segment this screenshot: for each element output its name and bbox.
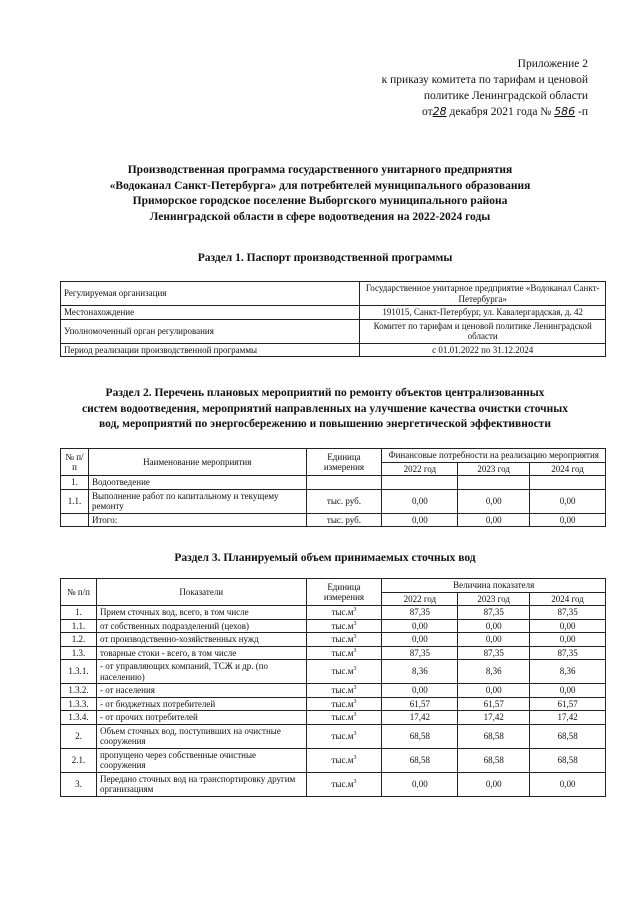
- row-no: 1.3.2.: [61, 684, 97, 698]
- table-row: [61, 711, 606, 725]
- date-day: 28: [432, 105, 447, 118]
- col-2023: 2023 год: [458, 592, 530, 606]
- col-2022: 2022 год: [382, 462, 458, 476]
- table-row: [61, 633, 606, 647]
- col-no: № п/п: [61, 449, 89, 476]
- title-line: Ленинградской области в сфере водоотведения на 2022-2024 годы: [149, 210, 491, 223]
- unit-exp: 3: [353, 620, 357, 627]
- row-name: - от прочих потребителей: [96, 711, 306, 725]
- heading-line: вод, мероприятий по энергосбережению и повышению энергетической эффективности: [99, 418, 551, 430]
- col-name: Показатели: [96, 579, 306, 606]
- passport-label: Период реализации производственной программы: [61, 343, 360, 357]
- row-2023: 87,35: [458, 606, 530, 620]
- row-2024: 17,42: [530, 711, 606, 725]
- row-name: Объем сточных вод, поступивших на очистные сооружения: [96, 724, 306, 748]
- col-2022: 2022 год: [382, 592, 458, 606]
- unit-exp: 3: [353, 634, 357, 640]
- table-row: [61, 606, 606, 620]
- appendix-block: [328, 56, 588, 120]
- row-2024: 0,00: [530, 772, 606, 796]
- row-2024: 0,00: [530, 684, 606, 698]
- table-row: [61, 619, 606, 633]
- appendix-line: Приложение 2: [517, 58, 588, 70]
- table-row: [61, 282, 606, 306]
- row-2023: 0,00: [458, 772, 530, 796]
- row-name: Выполнение работ по капитальному и текущему ремонту: [88, 489, 306, 513]
- row-name: Передано сточных вод на транспортировку другим организациям: [96, 772, 306, 796]
- measures-table: [60, 448, 606, 527]
- unit-exp: 3: [353, 712, 357, 718]
- table-row: [61, 343, 606, 357]
- table-row: [61, 513, 606, 527]
- row-unit: [306, 619, 382, 633]
- passport-label: Регулируемая организация: [61, 282, 360, 306]
- unit-base: тыс.м: [331, 754, 354, 765]
- row-unit: [306, 772, 382, 796]
- row-2023: 0,00: [458, 619, 530, 633]
- row-2022: 61,57: [382, 697, 458, 711]
- row-2024: 0,00: [530, 633, 606, 647]
- passport-label: Местонахождение: [61, 306, 360, 320]
- row-unit: [306, 476, 382, 490]
- appendix-date-line: [328, 104, 588, 120]
- appendix-line: политике Ленинградской области: [423, 90, 588, 102]
- row-2023: 87,35: [458, 646, 530, 660]
- row-2022: 17,42: [382, 711, 458, 725]
- row-2023: 68,58: [458, 724, 530, 748]
- row-2023: 0,00: [458, 513, 530, 527]
- row-name: Итого:: [88, 513, 306, 527]
- row-no: 1.3.: [61, 646, 97, 660]
- table-row: [61, 697, 606, 711]
- row-2022: 8,36: [382, 660, 458, 684]
- row-unit: [306, 724, 382, 748]
- row-2022: 0,00: [382, 489, 458, 513]
- unit-base: тыс.м: [331, 620, 354, 631]
- unit-base: тыс.м: [331, 647, 354, 658]
- row-name: Прием сточных вод, всего, в том числе: [96, 606, 306, 620]
- row-2024: 68,58: [530, 724, 606, 748]
- col-unit: Единица измерения: [306, 449, 382, 476]
- row-2022: 0,00: [382, 772, 458, 796]
- table-row: [61, 646, 606, 660]
- row-unit: [306, 633, 382, 647]
- row-no: 1.: [61, 476, 89, 490]
- row-2024: 8,36: [530, 660, 606, 684]
- row-name: Водоотведение: [88, 476, 306, 490]
- row-no: 1.1.: [61, 619, 97, 633]
- row-2022: 68,58: [382, 748, 458, 772]
- title-line: Приморское городское поселение Выборгского муниципального района: [132, 195, 508, 207]
- row-no: 1.3.1.: [61, 660, 97, 684]
- col-2023: 2023 год: [458, 462, 530, 476]
- section1-heading: Раздел 1. Паспорт производственной программы: [197, 252, 453, 264]
- col-2024: 2024 год: [530, 462, 606, 476]
- date-rest: декабря 2021 года №: [449, 106, 552, 118]
- col-name: Наименование мероприятия: [88, 449, 306, 476]
- row-2022: 0,00: [382, 513, 458, 527]
- row-no: 2.: [61, 724, 97, 748]
- row-2023: 8,36: [458, 660, 530, 684]
- row-2024: 0,00: [530, 513, 606, 527]
- table-row: [61, 306, 606, 320]
- unit-base: тыс.м: [331, 778, 354, 789]
- date-prefix: от: [422, 106, 433, 118]
- table-row: [61, 660, 606, 684]
- unit-exp: 3: [353, 607, 357, 613]
- table-row: [61, 748, 606, 772]
- passport-value: Государственное унитарное предприятие «Водоканал Санкт-Петербурга»: [360, 282, 606, 306]
- row-name: товарные стоки - всего, в том числе: [96, 646, 306, 660]
- row-name: - от населения: [96, 684, 306, 698]
- row-2024: [530, 476, 606, 490]
- row-unit: [306, 684, 382, 698]
- col-2024: 2024 год: [530, 592, 606, 606]
- row-name: от собственных подразделений (цехов): [96, 619, 306, 633]
- unit-base: тыс.м: [331, 634, 354, 644]
- unit-base: тыс.м: [331, 607, 354, 617]
- row-no: 1.3.3.: [61, 697, 97, 711]
- title-line: Производственная программа государственного унитарного предприятия: [127, 164, 513, 176]
- row-unit: [306, 697, 382, 711]
- title-line: «Водоканал Санкт-Петербурга» для потребителей муниципального образования: [109, 179, 531, 192]
- row-2023: 68,58: [458, 748, 530, 772]
- row-2023: 61,57: [458, 697, 530, 711]
- row-2022: 0,00: [382, 633, 458, 647]
- unit-exp: 3: [353, 778, 357, 785]
- passport-value: с 01.01.2022 по 31.12.2024: [360, 343, 606, 357]
- row-2023: 17,42: [458, 711, 530, 725]
- unit-exp: 3: [353, 647, 357, 654]
- col-unit: Единица измерения: [306, 579, 382, 606]
- unit-base: тыс.м: [331, 730, 354, 741]
- row-unit: [306, 646, 382, 660]
- row-2022: 0,00: [382, 619, 458, 633]
- unit-exp: 3: [353, 754, 357, 761]
- row-name: - от управляющих компаний, ТСЖ и др. (по населению): [96, 660, 306, 684]
- table-row: [61, 684, 606, 698]
- row-2024: 0,00: [530, 489, 606, 513]
- row-unit: [306, 606, 382, 620]
- row-2024: 0,00: [530, 619, 606, 633]
- order-suffix: -п: [578, 106, 588, 118]
- row-no: 1.1.: [61, 489, 89, 513]
- row-no: 1.3.4.: [61, 711, 97, 725]
- col-finance: Финансовые потребности на реализацию мероприятия: [382, 449, 606, 463]
- unit-base: тыс.м: [331, 685, 354, 695]
- passport-value: 191015, Санкт-Петербург, ул. Кавалергардская, д. 42: [360, 306, 606, 320]
- row-2024: 68,58: [530, 748, 606, 772]
- unit-exp: 3: [353, 666, 357, 673]
- row-2024: 87,35: [530, 646, 606, 660]
- row-name: от производственно-хозяйственных нужд: [96, 633, 306, 647]
- table-row: [61, 772, 606, 796]
- row-unit: тыс. руб.: [306, 513, 382, 527]
- row-2023: 0,00: [458, 489, 530, 513]
- col-no: № п/п: [61, 579, 97, 606]
- table-row: [61, 476, 606, 490]
- row-no: [61, 513, 89, 527]
- row-no: 2.1.: [61, 748, 97, 772]
- heading-line: систем водоотведения, мероприятий направленных на улучшение качества очистки сточных: [81, 402, 568, 415]
- heading-line: Раздел 2. Перечень плановых мероприятий по ремонту объектов централизованных: [105, 387, 545, 399]
- row-name: - от бюджетных потребителей: [96, 697, 306, 711]
- passport-label: Уполномоченный орган регулирования: [61, 319, 360, 343]
- table-row: [61, 489, 606, 513]
- row-unit: [306, 711, 382, 725]
- table-row: [61, 724, 606, 748]
- row-2023: 0,00: [458, 633, 530, 647]
- section3-heading: Раздел 3. Планируемый объем принимаемых сточных вод: [174, 552, 476, 564]
- row-no: 3.: [61, 772, 97, 796]
- row-unit: тыс. руб.: [306, 489, 382, 513]
- unit-exp: 3: [353, 698, 357, 705]
- row-2022: 87,35: [382, 646, 458, 660]
- unit-base: тыс.м: [331, 666, 354, 677]
- row-2022: 68,58: [382, 724, 458, 748]
- row-unit: [306, 660, 382, 684]
- unit-base: тыс.м: [331, 712, 354, 722]
- row-no: 1.2.: [61, 633, 97, 647]
- row-2022: 0,00: [382, 684, 458, 698]
- unit-base: тыс.м: [331, 698, 354, 709]
- row-2022: 87,35: [382, 606, 458, 620]
- row-name: пропущено через собственные очистные сооружения: [96, 748, 306, 772]
- col-value: Величина показателя: [382, 579, 606, 593]
- passport-value: Комитет по тарифам и ценовой политике Ленинградской области: [360, 319, 606, 343]
- volume-table: [60, 578, 606, 797]
- section2-heading: [50, 386, 600, 433]
- document-title: [60, 163, 580, 225]
- unit-exp: 3: [353, 730, 357, 737]
- row-2023: 0,00: [458, 684, 530, 698]
- appendix-line: к приказу комитета по тарифам и ценовой: [381, 74, 588, 86]
- unit-exp: 3: [353, 685, 357, 691]
- row-no: 1.: [61, 606, 97, 620]
- order-number: 586: [554, 105, 576, 118]
- passport-table: [60, 281, 606, 357]
- row-2024: 61,57: [530, 697, 606, 711]
- table-row: [61, 319, 606, 343]
- row-unit: [306, 748, 382, 772]
- row-2024: 87,35: [530, 606, 606, 620]
- row-2022: [382, 476, 458, 490]
- row-2023: [458, 476, 530, 490]
